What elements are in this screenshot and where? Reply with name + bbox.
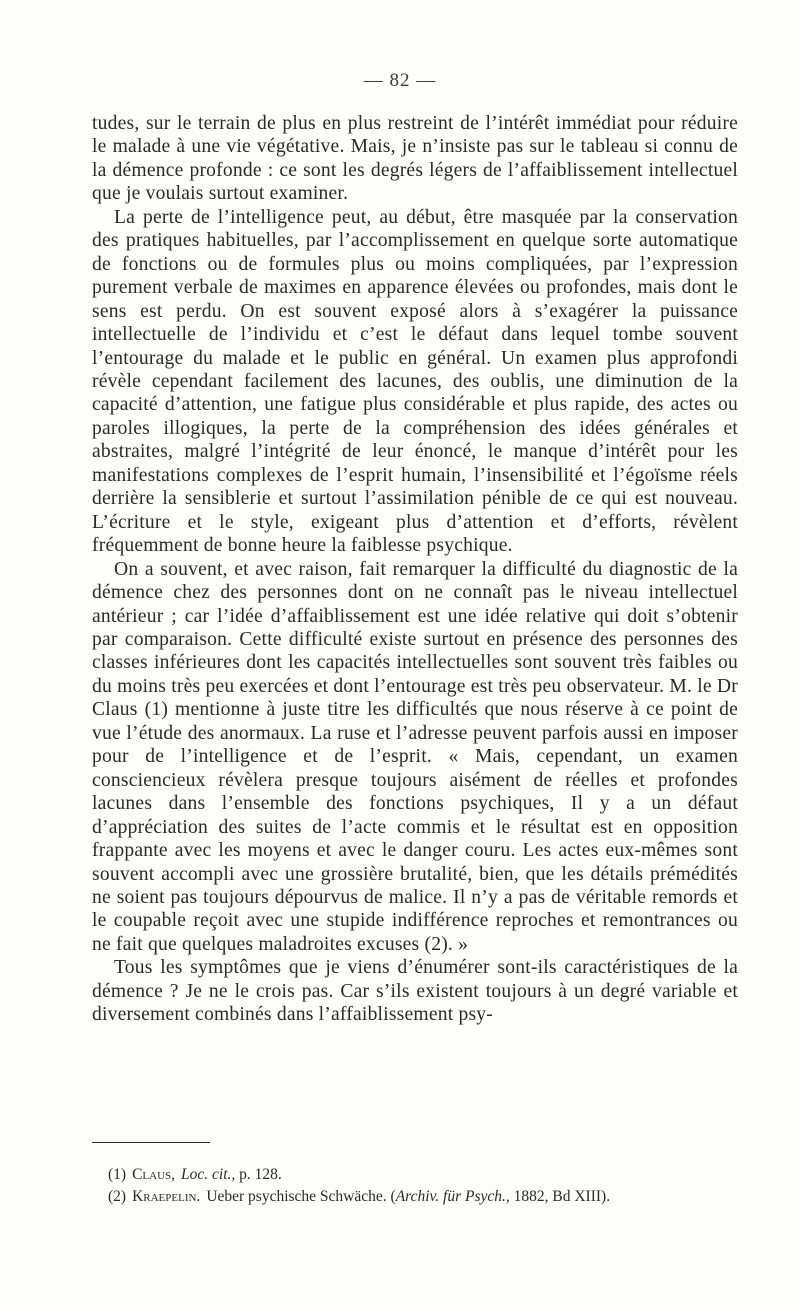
footnote-separator <box>92 1142 210 1143</box>
paragraph-continuation: tudes, sur le terrain de plus en plus restreint de l’intérêt immédiat pour réduire le malade à une vie végétative. Mais, je n’insiste pas sur le tableau si connu de la démence profonde : ce sont les degrés légers de l’affaiblissement intellectuel que je voulais surtout examiner. <box>92 113 738 205</box>
footnotes <box>108 1164 738 1208</box>
body-text <box>92 112 738 1027</box>
footnote-number: (2) <box>108 1188 127 1205</box>
footnote-number: (1) <box>108 1166 127 1183</box>
paragraph: Tous les symptômes que je viens d’énumérer sont-ils caractéristiques de la démence ? Je ne le crois pas. Car s’ils existent toujours à un degré variable et diversement combinés dans l’affaiblissement psy- <box>92 957 738 1026</box>
footnote-journal: Archiv. für Psych., <box>395 1188 510 1205</box>
page-number: — 82 — <box>363 70 437 91</box>
footnote-page: p. 128. <box>239 1166 282 1183</box>
footnote-1 <box>108 1164 738 1186</box>
footnote-2 <box>108 1186 738 1208</box>
footnote-title: Ueber psychische Schwäche. ( <box>206 1188 396 1205</box>
footnote-author: Kraepelin. <box>132 1188 201 1205</box>
footnote-year: 1882, Bd XIII). <box>513 1188 611 1205</box>
footnote-author: Claus, <box>132 1166 176 1183</box>
paragraph: La perte de l’intelligence peut, au début, être masquée par la conservation des pratiques habituelles, par l’accomplissement en quelque sorte automatique de fonctions ou de formules plus ou moins compliquées, par l’expression purement verbale de maximes en apparence élevées ou profondes, mais dont le sens est perdu. On est souvent exposé alors à s’exagérer la puissance intellectuelle de l’individu et c’est le défaut dans lequel tombe souvent l’entourage du malade et le public en général. Un examen plus approfondi révèle cependant facilement des lacunes, des oublis, une diminution de la capacité d’attention, une fatigue plus considérable et plus rapide, des actes ou paroles illogiques, la perte de la compréhension des idées générales et abstraites, malgré l’intégrité de leur énoncé, le manque d’intérêt pour les manifestations complexes de l’esprit humain, l’insensibilité et l’égoïsme réels derrière la sensiblerie et surtout l’assimilation pénible de ce qui est nouveau. L’écriture et le style, exigeant plus d’attention et d’efforts, révèlent fréquemment de bonne heure la faiblesse psychique. <box>92 206 738 557</box>
paragraph: On a souvent, et avec raison, fait remarquer la difficulté du diagnostic de la démence chez des personnes dont on ne connaît pas le niveau intellectuel antérieur ; car l’idée d’affaiblissement est une idée relative qui doit s’obtenir par comparaison. Cette difficulté existe surtout en présence des personnes des classes inférieures dont les capacités intellectuelles sont souvent très faibles ou du moins très peu exercées et dont l’entourage est très peu observateur. M. le Dr Claus (1) mentionne à juste titre les difficultés que nous réserve à ce point de vue l’étude des anormaux. La ruse et l’adresse peuvent parfois aussi en imposer pour de l’intelligence et de l’esprit. « Mais, cependant, un examen consciencieux révèlera presque toujours aisément de réelles et profondes lacunes dans l’ensemble des fonctions psychiques, Il y a un défaut d’appréciation des suites de l’acte commis et le résultat est en opposition frappante avec les moyens et avec le danger couru. Les actes eux-mêmes sont souvent accompli avec une grossière brutalité, bien, que les détails prémédités ne soient pas toujours dépourvus de malice. Il n’y a pas de véritable remords et le coupable reçoit avec une stupide indifférence reproches et remontrances ou ne fait que quelques maladroites excuses (2). » <box>92 558 738 955</box>
footnote-citation: Loc. cit., <box>181 1166 236 1183</box>
